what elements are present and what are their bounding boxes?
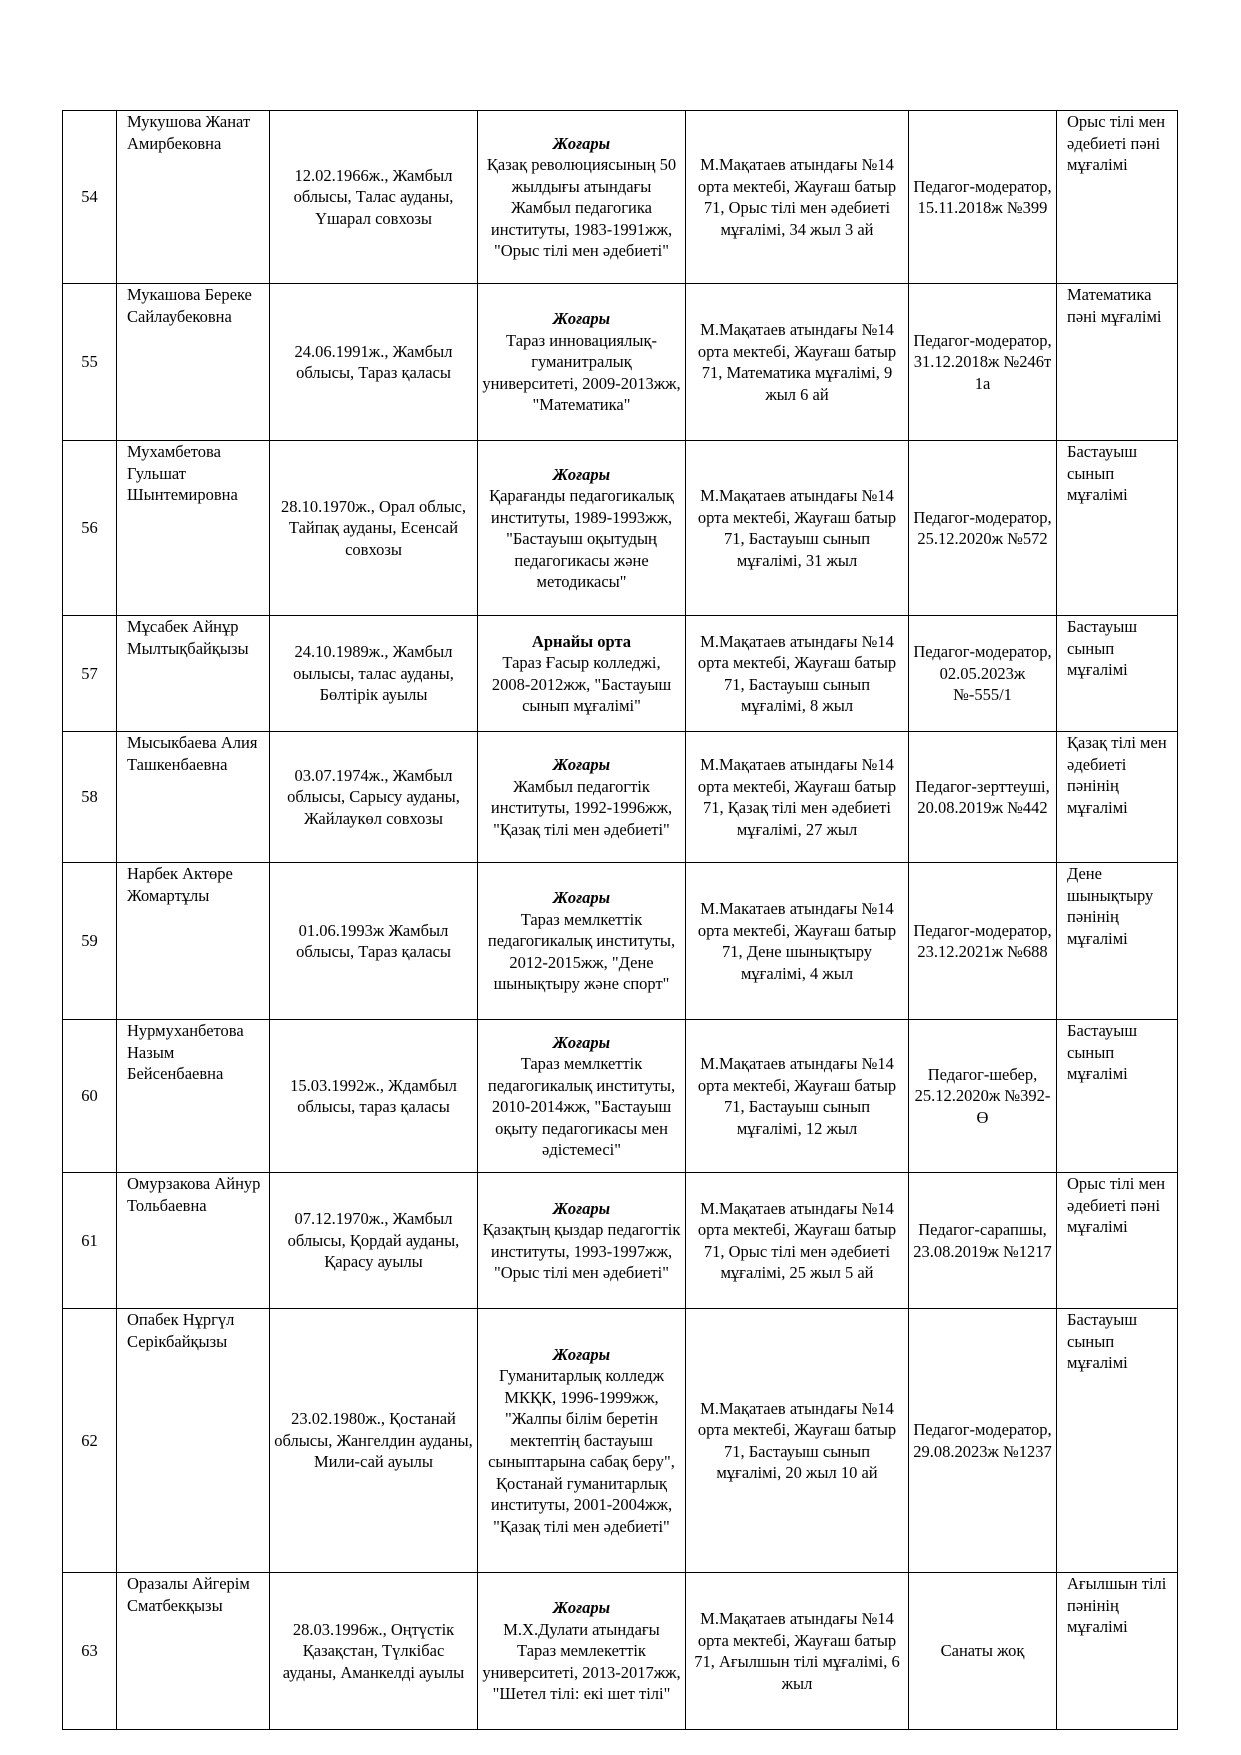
- subject: Бастауыш сынып мұғалімі: [1057, 1020, 1178, 1173]
- education-detail: М.Х.Дулати атындағы Тараз мемлекеттік университеті, 2013-2017жж, "Шетел тілі: екі шет тілі": [482, 1619, 681, 1704]
- education-detail: Қазақтың қыздар педагогтік институты, 1993-1997жж, "Орыс тілі мен әдебиеті": [482, 1220, 681, 1282]
- category: [909, 863, 1057, 1020]
- table-row: [63, 1573, 1178, 1730]
- subject: Орыс тілі мен әдебиеті пәні мұғалімі: [1057, 1173, 1178, 1309]
- subject: Ағылшын тілі пәнінің мұғалімі: [1057, 1573, 1178, 1730]
- education-cell: [478, 1020, 686, 1173]
- work-place: [686, 441, 909, 616]
- teacher-name: Омурзакова Айнур Тольбаевна: [117, 1173, 270, 1309]
- work-place: [686, 1573, 909, 1730]
- work-place: [686, 863, 909, 1020]
- category: [909, 1020, 1057, 1173]
- table-row: [63, 1173, 1178, 1309]
- education-cell: [478, 1573, 686, 1730]
- education-detail: Жамбыл педагогтік институты, 1992-1996жж, "Қазақ тілі мен әдебиеті": [490, 776, 673, 839]
- work-place: [686, 732, 909, 863]
- work-place: [686, 111, 909, 284]
- row-number: 54: [63, 111, 117, 284]
- work-text: М.Мақатаев атындағы №14 орта мектебі, Жауғаш батыр 71, Бастауыш сынып мұғалімі, 20 жыл 10 ай: [697, 1398, 897, 1482]
- teacher-name: Мукашова Береке Сайлаубековна: [117, 284, 270, 441]
- category-text: Педагог-модератор, 29.08.2023ж №1237: [913, 1420, 1052, 1461]
- work-text: М.Мақатаев атындағы №14 орта мектебі, Жауғаш батыр 71, Бастауыш сынып мұғалімі, 8 жыл: [697, 631, 897, 715]
- education-level: Жоғары: [552, 309, 611, 329]
- education-level: Жоғары: [552, 1598, 611, 1618]
- subject: Математика пәні мұғалімі: [1057, 284, 1178, 441]
- table-row: [63, 863, 1178, 1020]
- teacher-name: Мухамбетова Гульшат Шынтемировна: [117, 441, 270, 616]
- teacher-name: Мұсабек Айнұр Мылтықбайқызы: [117, 616, 270, 732]
- birth-info: [270, 1173, 478, 1309]
- birth-info: [270, 111, 478, 284]
- education-cell: [478, 863, 686, 1020]
- education-detail: Тараз мемлкеттік педагогикалық институты, 2012-2015жж, "Дене шынықтыру және спорт": [487, 909, 676, 994]
- education-cell: [478, 616, 686, 732]
- subject: Бастауыш сынып мұғалімі: [1057, 616, 1178, 732]
- category-text: Педагог-модератор, 25.12.2020ж №572: [913, 507, 1052, 548]
- education-detail: Тараз инновациялық-гуманитралық университеті, 2009-2013жж, "Математика": [482, 330, 681, 415]
- row-number: 61: [63, 1173, 117, 1309]
- table-row: [63, 284, 1178, 441]
- birth-text: 01.06.1993ж Жамбыл облысы, Тараз қаласы: [296, 920, 451, 961]
- work-place: [686, 1309, 909, 1573]
- teacher-name: Оразалы Айгерім Сматбекқызы: [117, 1573, 270, 1730]
- row-number: 60: [63, 1020, 117, 1173]
- birth-info: [270, 441, 478, 616]
- table-row: [63, 732, 1178, 863]
- education-cell: [478, 111, 686, 284]
- birth-info: [270, 1020, 478, 1173]
- education-cell: [478, 284, 686, 441]
- table-row: [63, 1309, 1178, 1573]
- subject: Бастауыш сынып мұғалімі: [1057, 441, 1178, 616]
- row-number: 55: [63, 284, 117, 441]
- work-text: М.Мақатаев атындағы №14 орта мектебі, Жауғаш батыр 71, Бастауыш сынып мұғалімі, 31 жыл: [697, 486, 897, 570]
- education-detail: Гуманитарлық колледж МКҚК, 1996-1999жж, "Жалпы білім беретін мектептің бастауыш сыныптарына сабақ беру", Қостанай гуманитарлық институты, 2001-2004жж, "Қазақ тілі мен әдебиеті": [488, 1366, 675, 1536]
- category: [909, 616, 1057, 732]
- table-row: [63, 616, 1178, 732]
- birth-info: [270, 284, 478, 441]
- work-text: М.Макатаев атындағы №14 орта мектебі, Жауғаш батыр 71, Дене шынықтыру мұғалімі, 4 жыл: [697, 899, 897, 983]
- education-detail: Қазақ революциясының 50 жылдығы атындағы Жамбыл педагогика институты, 1983-1991жж, "Орыс тілі мен әдебиеті": [486, 155, 677, 260]
- work-place: [686, 1020, 909, 1173]
- education-cell: [478, 441, 686, 616]
- education-detail: Тараз Ғасыр колледжі, 2008-2012жж, "Бастауыш сынып мұғалімі": [491, 653, 672, 715]
- birth-text: 03.07.1974ж., Жамбыл облысы, Сарысу ауданы, Жайлаукөл совхозы: [287, 765, 460, 828]
- category: [909, 1309, 1057, 1573]
- education-level: Жоғары: [552, 464, 611, 484]
- birth-info: [270, 1309, 478, 1573]
- table-row: [63, 111, 1178, 284]
- birth-text: 24.10.1989ж., Жамбыл оылысы, талас ауданы, Бөлтірік ауылы: [293, 642, 454, 705]
- row-number: 57: [63, 616, 117, 732]
- teacher-name: Мукушова Жанат Амирбековна: [117, 111, 270, 284]
- subject: Орыс тілі мен әдебиеті пәні мұғалімі: [1057, 111, 1178, 284]
- education-level: Жоғары: [552, 755, 611, 774]
- education-level: Жоғары: [552, 133, 611, 153]
- category-text: Педагог-модератор, 23.12.2021ж №688: [913, 920, 1052, 961]
- birth-info: [270, 863, 478, 1020]
- birth-info: [270, 732, 478, 863]
- work-text: М.Мақатаев атындағы №14 орта мектебі, Жауғаш батыр 71, Ағылшын тілі мұғалімі, 6 жыл: [694, 1609, 900, 1693]
- category-text: Санаты жоқ: [940, 1641, 1025, 1661]
- work-place: [686, 284, 909, 441]
- category: [909, 732, 1057, 863]
- education-detail: Тараз мемлкеттік педагогикалық институты, 2010-2014жж, "Бастауыш оқыту педагогикасы мен әдістемесі": [487, 1054, 676, 1159]
- birth-info: [270, 1573, 478, 1730]
- work-place: [686, 1173, 909, 1309]
- category: [909, 441, 1057, 616]
- work-text: М.Мақатаев атындағы №14 орта мектебі, Жауғаш батыр 71, Қазақ тілі мен әдебиеті мұғалімі, 27 жыл: [697, 755, 897, 839]
- work-text: М.Мақатаев атындағы №14 орта мектебі, Жауғаш батыр 71, Орыс тілі мен әдебиеті мұғалімі, 34 жыл 3 ай: [697, 155, 897, 239]
- row-number: 58: [63, 732, 117, 863]
- teacher-name: Нурмуханбетова Назым Бейсенбаевна: [117, 1020, 270, 1173]
- education-cell: [478, 1309, 686, 1573]
- education-level: Жоғары: [552, 1344, 611, 1364]
- row-number: 62: [63, 1309, 117, 1573]
- teacher-name: Нарбек Актөре Жомартұлы: [117, 863, 270, 1020]
- birth-text: 24.06.1991ж., Жамбыл облысы, Тараз қаласы: [294, 341, 453, 382]
- work-text: М.Мақатаев атындағы №14 орта мектебі, Жауғаш батыр 71, Бастауыш сынып мұғалімі, 12 жыл: [697, 1054, 897, 1138]
- row-number: 63: [63, 1573, 117, 1730]
- education-cell: [478, 1173, 686, 1309]
- staff-table: [62, 110, 1178, 1730]
- category: [909, 284, 1057, 441]
- category: [909, 1573, 1057, 1730]
- birth-text: 23.02.1980ж., Қостанай облысы, Жангелдин ауданы, Мили-сай ауылы: [274, 1409, 473, 1472]
- work-text: М.Мақатаев атындағы №14 орта мектебі, Жауғаш батыр 71, Математика мұғалімі, 9 жыл 6 ай: [697, 320, 897, 404]
- education-level: Жоғары: [552, 1032, 611, 1052]
- subject: Қазақ тілі мен әдебиеті пәнінің мұғалімі: [1057, 732, 1178, 863]
- subject: Дене шынықтыру пәнінің мұғалімі: [1057, 863, 1178, 1020]
- table-row: [63, 441, 1178, 616]
- education-detail: Қарағанды педагогикалық институты, 1989-1993жж, "Бастауыш оқытудың педагогикасы және методикасы": [489, 486, 674, 591]
- work-place: [686, 616, 909, 732]
- education-level: Жоғары: [552, 888, 611, 908]
- category-text: Педагог-модератор, 31.12.2018ж №246т 1а: [913, 330, 1052, 393]
- row-number: 56: [63, 441, 117, 616]
- birth-text: 07.12.1970ж., Жамбыл облысы, Қордай ауданы, Қарасу ауылы: [287, 1209, 460, 1272]
- category: [909, 1173, 1057, 1309]
- birth-text: 15.03.1992ж., Ждамбыл облысы, тараз қаласы: [290, 1075, 457, 1116]
- subject: Бастауыш сынып мұғалімі: [1057, 1309, 1178, 1573]
- education-level: Арнайы орта: [531, 631, 632, 651]
- birth-info: [270, 616, 478, 732]
- category: [909, 111, 1057, 284]
- education-cell: [478, 732, 686, 863]
- teacher-name: Опабек Нұргүл Серікбайқызы: [117, 1309, 270, 1573]
- category-text: Педагог-модератор, 15.11.2018ж №399: [913, 176, 1052, 217]
- category-text: Педагог-шебер, 25.12.2020ж №392-Ө: [914, 1064, 1051, 1127]
- teacher-name: Мысыкбаева Алия Ташкенбаевна: [117, 732, 270, 863]
- table-row: [63, 1020, 1178, 1173]
- category-text: Педагог-зерттеуші, 20.08.2019ж №442: [915, 776, 1050, 817]
- education-level: Жоғары: [552, 1198, 611, 1218]
- birth-text: 28.10.1970ж., Орал облыс, Тайпақ ауданы, Есенсай совхозы: [280, 496, 467, 559]
- category-text: Педагог-сарапшы, 23.08.2019ж №1217: [913, 1220, 1052, 1261]
- work-text: М.Мақатаев атындағы №14 орта мектебі, Жауғаш батыр 71, Орыс тілі мен әдебиеті мұғалімі, 25 жыл 5 ай: [697, 1198, 897, 1282]
- row-number: 59: [63, 863, 117, 1020]
- category-text: Педагог-модератор, 02.05.2023ж №-555/1: [913, 642, 1052, 705]
- birth-text: 28.03.1996ж., Оңтүстік Қазақстан, Түлкібас ауданы, Аманкелді ауылы: [282, 1619, 465, 1682]
- birth-text: 12.02.1966ж., Жамбыл облысы, Талас ауданы, Үшарал совхозы: [293, 165, 454, 228]
